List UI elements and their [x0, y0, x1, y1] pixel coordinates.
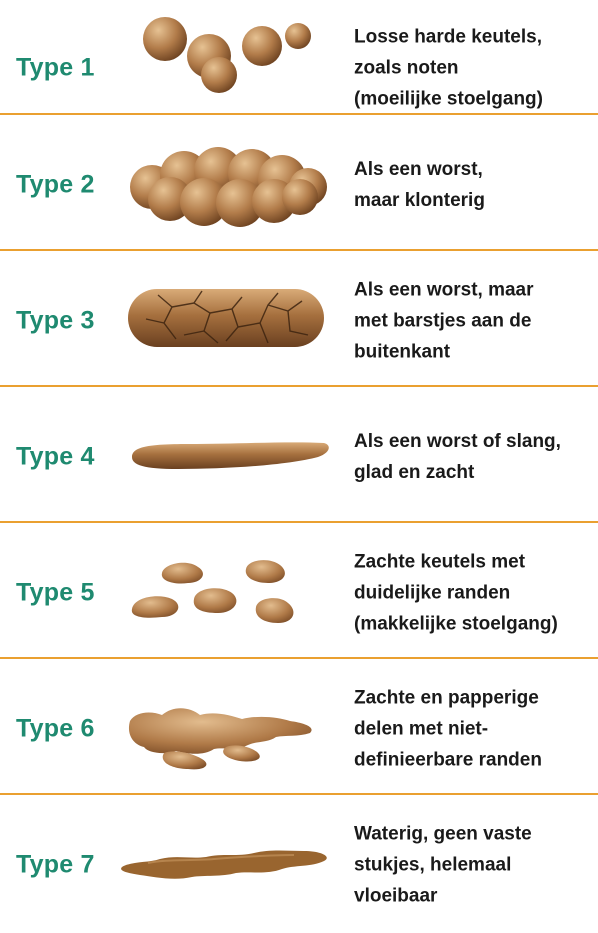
type-label: Type 3 — [16, 306, 95, 335]
smooth-snake-illustration — [118, 389, 340, 525]
type-description: Als een worst, maar met barstjes aan de buitenkant — [354, 279, 534, 363]
type-label: Type 6 — [16, 714, 95, 743]
soft-blobs-illustration — [118, 525, 340, 661]
type-label: Type 4 — [16, 442, 95, 471]
smooth-snake-icon — [118, 389, 340, 525]
type-2-row — [0, 117, 598, 253]
type-label: Type 7 — [16, 850, 95, 879]
type-3-row — [0, 253, 598, 389]
cracked-sausage-icon — [118, 253, 340, 389]
type-label: Type 1 — [16, 53, 95, 82]
row-divider — [0, 657, 598, 659]
mushy-pieces-illustration — [118, 661, 340, 797]
row-divider — [0, 113, 598, 115]
type-4-row — [0, 389, 598, 525]
type-description: Als een worst of slang, glad en zacht — [354, 431, 561, 483]
row-divider — [0, 521, 598, 523]
type-description: Losse harde keutels, zoals noten (moeilijke stoelgang) — [354, 26, 543, 110]
type-7-row — [0, 797, 598, 933]
type-5-row — [0, 525, 598, 661]
type-description: Zachte keutels met duidelijke randen (makkelijke stoelgang) — [354, 551, 558, 635]
type-label: Type 5 — [16, 578, 95, 607]
separate-hard-lumps-icon — [118, 0, 340, 136]
type-1-row — [0, 0, 598, 136]
separate-hard-lumps-illustration — [118, 0, 340, 136]
mushy-pieces-icon — [118, 661, 340, 797]
row-divider — [0, 385, 598, 387]
type-description: Als een worst, maar klonterig — [354, 159, 485, 211]
watery-puddle-icon — [118, 797, 340, 933]
lumpy-sausage-illustration — [118, 117, 340, 253]
row-divider — [0, 249, 598, 251]
type-6-row — [0, 661, 598, 797]
type-description: Waterig, geen vaste stukjes, helemaal vloeibaar — [354, 823, 532, 907]
lumpy-sausage-icon — [118, 117, 340, 253]
watery-puddle-illustration — [118, 797, 340, 933]
type-label: Type 2 — [16, 170, 95, 199]
row-divider — [0, 793, 598, 795]
cracked-sausage-illustration — [118, 253, 340, 389]
type-description: Zachte en papperige delen met niet- definieerbare randen — [354, 687, 542, 771]
soft-blobs-icon — [118, 525, 340, 661]
